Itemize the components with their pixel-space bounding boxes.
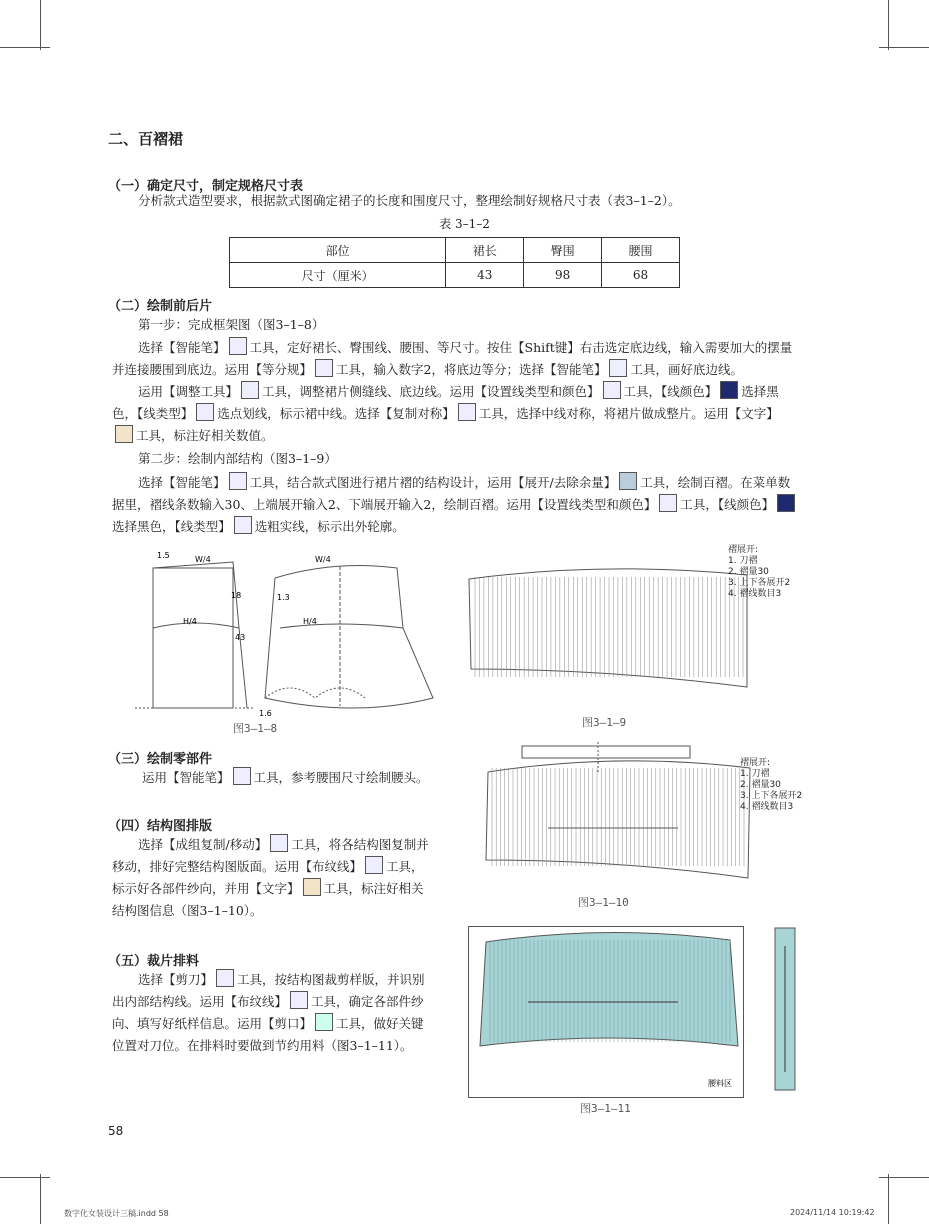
step-1: 第一步：完成框架图（图3–1–8） [138, 317, 325, 332]
crop-mark [40, 1174, 41, 1224]
figure-3-1-11 [468, 926, 744, 1098]
text-tool-icon [115, 425, 133, 443]
line-type-icon [659, 494, 677, 512]
scissors-icon [216, 969, 234, 987]
fig8-label: W/4 [315, 555, 331, 564]
heading-2: （二）绘制前后片 [108, 299, 213, 314]
table-title: 表 3–1–2 [439, 217, 490, 231]
caption-fig9: 图3–1–9 [582, 716, 627, 729]
para-s3: 运用【智能笔】 工具，参考腰围尺寸绘制腰头。 [142, 767, 462, 789]
fig10-notes: 褶展开: 1. 刀褶 2. 褶量30 3. 上下各展开2 4. 褶线数目3 [740, 758, 803, 812]
adjust-tool-icon [241, 381, 259, 399]
expand-tool-icon [619, 472, 637, 490]
para-s2-1: 选择【智能笔】 工具，定好裙长、臀围线、腰围、等尺寸。按住【Shift键】右击选定底边线，输入需要加大的摆量并连接腰围到底边。运用【等分规】 工具，输入数字2，将底边等分；选择【智能笔】 工具，画好底边线。 [112, 337, 802, 381]
figure-3-1-9 [465, 565, 755, 695]
caption-fig11: 图3–1–11 [580, 1102, 631, 1115]
table-header: 腰围 [602, 238, 680, 263]
line-type-icon [603, 381, 621, 399]
step-2: 第二步：绘制内部结构（图3–1–9） [138, 451, 337, 466]
fig8-label: 43 [235, 633, 246, 642]
table-header: 部位 [230, 238, 446, 263]
fig8-label: 1.6 [259, 709, 272, 718]
grain-line-icon [365, 856, 383, 874]
figure-3-1-8 [135, 548, 440, 718]
group-move-icon [270, 834, 288, 852]
crop-mark [0, 1177, 50, 1178]
smart-pen-icon [233, 767, 251, 785]
line-style-icon [196, 403, 214, 421]
line-color-icon [720, 381, 738, 399]
table-header: 裙长 [446, 238, 524, 263]
table-cell: 43 [446, 263, 524, 288]
para-s4: 选择【成组复制/移动】 工具，将各结构图复制并移动，排好完整结构图版面。运用【布纹线】 工具，标示好各部件纱向，并用【文字】 工具，标注好相关结构图信息（图3–1–10）。 [112, 834, 434, 922]
para-s5: 选择【剪刀】 工具，按结构图裁剪样版，并识别出内部结构线。运用【布纹线】 工具，确定各部件纱向、填写好纸样信息。运用【剪口】 工具，做好关键位置对刀位。在排料时要做到节约用料（图3–1–11）。 [112, 969, 434, 1057]
waistband-piece [773, 926, 797, 1092]
fig11-corner-label: 腰料区 [708, 1079, 732, 1088]
heading-1: （一）确定尺寸，制定规格尺寸表 [108, 179, 304, 194]
smart-pen-icon [229, 472, 247, 490]
notch-tool-icon [315, 1013, 333, 1031]
page-number: 58 [108, 1124, 124, 1138]
crop-mark [40, 0, 41, 50]
table-header: 臀围 [524, 238, 602, 263]
crop-mark [879, 47, 929, 48]
footer-left: 数字化女装设计三稿.indd 58 [64, 1209, 169, 1218]
para-s2-3: 选择【智能笔】 工具，结合款式图进行裙片褶的结构设计，运用【展开/去除余量】 工具，绘制百褶。在菜单数据里，褶线条数输入30、上端展开输入2、下端展开输入2，绘制百褶。运用【设置线类型和颜色】 工具，【线颜色】选择黑色，【线类型】 选粗实线，标示出外轮廓。 [112, 472, 802, 538]
smart-pen-icon [609, 359, 627, 377]
crop-mark [888, 0, 889, 50]
smart-pen-icon [229, 337, 247, 355]
table-cell: 尺寸（厘米） [230, 263, 446, 288]
footer-right: 2024/11/14 10:19:42 [790, 1208, 875, 1217]
figure-3-1-10 [478, 742, 758, 892]
fig9-notes: 褶展开: 1. 刀褶 2. 褶量30 3. 上下各展开2 4. 褶线数目3 [728, 545, 791, 599]
crop-mark [888, 1174, 889, 1224]
line-color-icon [777, 494, 795, 512]
fig8-label: H/4 [183, 617, 197, 626]
crop-mark [879, 1177, 929, 1178]
fig8-label: H/4 [303, 617, 317, 626]
heading-5: （五）裁片排料 [108, 954, 200, 969]
crop-mark [0, 47, 50, 48]
line-style-icon [234, 516, 252, 534]
fig8-label: W/4 [195, 555, 211, 564]
para-s1: 分析款式造型要求，根据款式图确定裙子的长度和围度尺寸，整理绘制好规格尺寸表（表3–1–2）。 [138, 193, 681, 208]
heading-4: （四）结构图排版 [108, 819, 213, 834]
caption-fig8: 图3–1–8 [233, 722, 278, 735]
para-s2-2: 运用【调整工具】 工具，调整裙片侧缝线、底边线。运用【设置线类型和颜色】 工具，【线颜色】 选择黑色，【线类型】 选点划线，标示裙中线。选择【复制对称】 工具，选择中线对称，将裙片做成整片。运用【文字】工具，标注好相关数值。 [112, 381, 802, 447]
text-tool-icon [303, 878, 321, 896]
heading-3: （三）绘制零部件 [108, 752, 213, 767]
caption-fig10: 图3–1–10 [578, 896, 629, 909]
mirror-copy-icon [458, 403, 476, 421]
fig8-label: 1.5 [157, 551, 170, 560]
table-cell: 68 [602, 263, 680, 288]
table-cell: 98 [524, 263, 602, 288]
fig8-label: 18 [231, 591, 242, 600]
fig8-side-label: 1.3 [277, 593, 290, 602]
spec-table [229, 237, 680, 288]
section-title: 二、百褶裙 [108, 130, 184, 148]
divider-tool-icon [315, 359, 333, 377]
grain-line-icon [290, 991, 308, 1009]
